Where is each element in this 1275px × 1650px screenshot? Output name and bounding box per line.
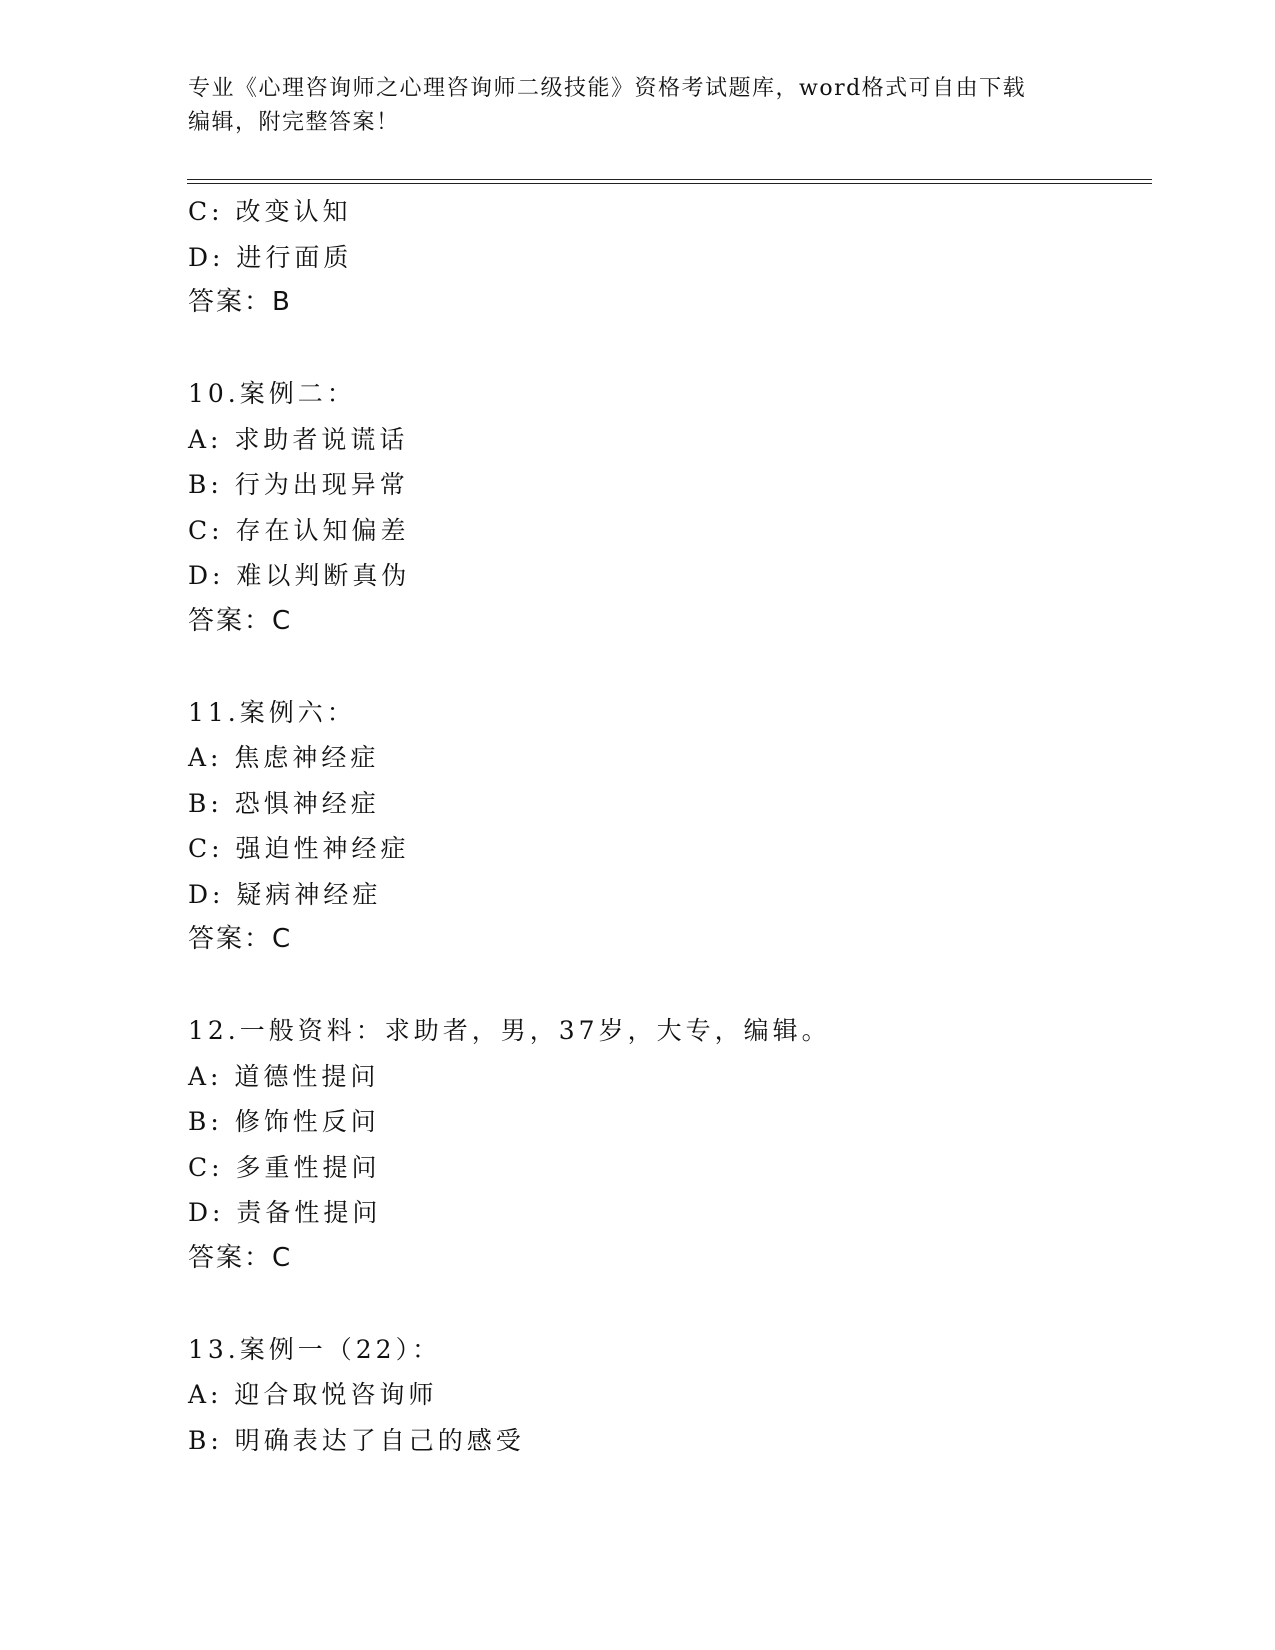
option-c: C: 强迫性神经症	[188, 834, 410, 863]
option-b: B: 明确表达了自己的感受	[188, 1425, 525, 1455]
answer: 答案：C	[188, 924, 293, 954]
answer: 答案：B	[188, 287, 292, 317]
option-b: B: 恐惧神经症	[188, 788, 380, 818]
question-list	[188, 189, 1148, 1463]
option-b: B: 修饰性反问	[188, 1107, 380, 1136]
question-title: 13.案例一（22）：	[188, 1334, 442, 1364]
option-c: C: 改变认知	[188, 197, 352, 226]
option-a: A: 迎合取悦咨询师	[188, 1380, 438, 1409]
document-header	[188, 72, 1068, 140]
option-c: C: 存在认知偏差	[188, 515, 410, 545]
question-title: 10.案例二：	[188, 379, 356, 408]
option-a: A: 求助者说谎话	[188, 424, 409, 454]
option-d: D: 进行面质	[188, 242, 353, 272]
option-c: C: 多重性提问	[188, 1152, 381, 1182]
spacer	[188, 1281, 1148, 1327]
spacer	[188, 326, 1148, 372]
answer: 答案：C	[188, 605, 293, 636]
option-d: D: 责备性提问	[188, 1198, 382, 1227]
answer: 答案：C	[188, 1242, 293, 1273]
spacer	[188, 963, 1148, 1009]
header-divider	[187, 179, 1152, 184]
option-a: A: 焦虑神经症	[188, 743, 380, 772]
header-line-2: 编辑，附完整答案！	[188, 110, 400, 135]
header-line-1: 专业《心理咨询师之心理咨询师二级技能》资格考试题库，word格式可自由下载	[188, 76, 1027, 101]
option-d: D: 难以判断真伪	[188, 561, 411, 590]
question-title: 11.案例六：	[188, 697, 356, 727]
option-b: B: 行为出现异常	[188, 470, 409, 499]
question-title: 12.一般资料：求助者，男，37岁，大专，编辑。	[188, 1016, 831, 1045]
spacer	[188, 644, 1148, 690]
option-d: D: 疑病神经症	[188, 879, 382, 909]
option-a: A: 道德性提问	[188, 1061, 380, 1091]
